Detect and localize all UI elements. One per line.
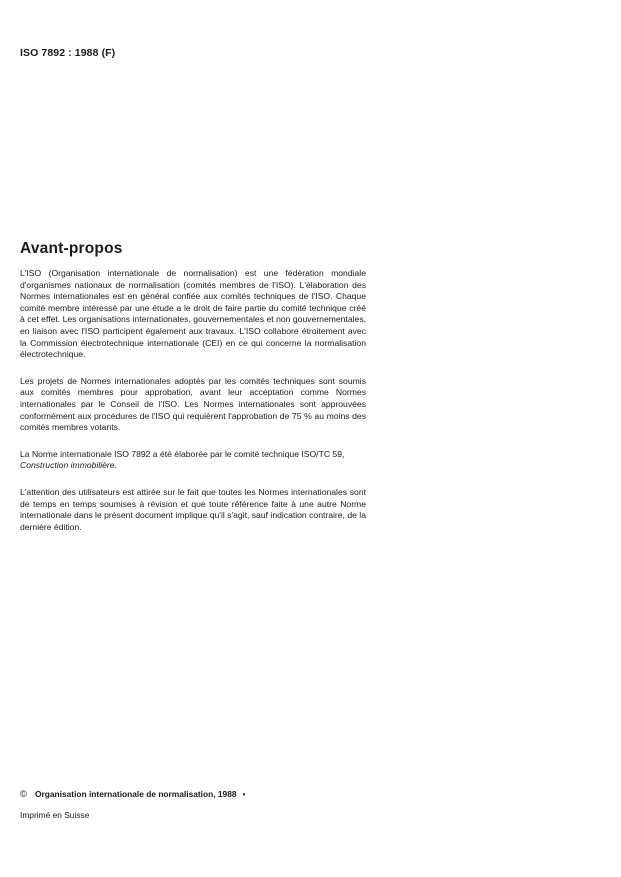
copyright-line — [20, 789, 245, 800]
paragraph-3-emphasis: Construction immobilière. — [20, 460, 117, 471]
paragraph-1: L'ISO (Organisation internationale de normalisation) est une fédération mondiale d'organismes nationaux de normalisation (comités membres de l'ISO). L'élaboration des Normes internationales est en général confiée aux comités techniques de l'ISO. Chaque comité membre intéressé par une étude a le droit de faire partie du comité technique créé à cet effet. Les organisations internationales, gouvernementales et non gouvernementales, en liaison avec l'ISO participent également aux travaux. L'ISO collabore étroitement avec la Commission électrotechnique internationale (CEI) en ce qui concerne la normalisation électrotechnique. — [20, 268, 366, 360]
copyright-text: Organisation internationale de normalisation, 1988 — [35, 789, 237, 799]
document-reference: ISO 7892 : 1988 (F) — [20, 47, 116, 59]
paragraph-4: L'attention des utilisateurs est attirée sur le fait que toutes les Normes internationales sont de temps en temps soumises à révision et que toute référence faite à une autre Norme internationale dans le présent document implique qu'il s'agit, sauf indication contraire, de la dernière édition. — [20, 486, 366, 532]
paragraph-3 — [20, 449, 366, 472]
paragraph-2: Les projets de Normes internationales adoptés par les comités techniques sont soumis aux comités membres pour approbation, avant leur acceptation comme Normes internationales par le Conseil de l'ISO. Les Normes internationales sont approuvées conformément aux procédures de l'ISO qui requièrent l'approbation de 75 % au moins des comités membres votants. — [20, 375, 366, 433]
printed-location: Imprimé en Suisse — [20, 810, 90, 820]
copyright-icon: © — [20, 789, 27, 800]
section-title: Avant-propos — [20, 240, 123, 257]
foreword-body — [20, 268, 366, 533]
paragraph-3-text: La Norme internationale ISO 7892 a été élaborée par le comité technique ISO/TC 59, — [20, 448, 345, 459]
bullet-icon: • — [242, 789, 246, 799]
